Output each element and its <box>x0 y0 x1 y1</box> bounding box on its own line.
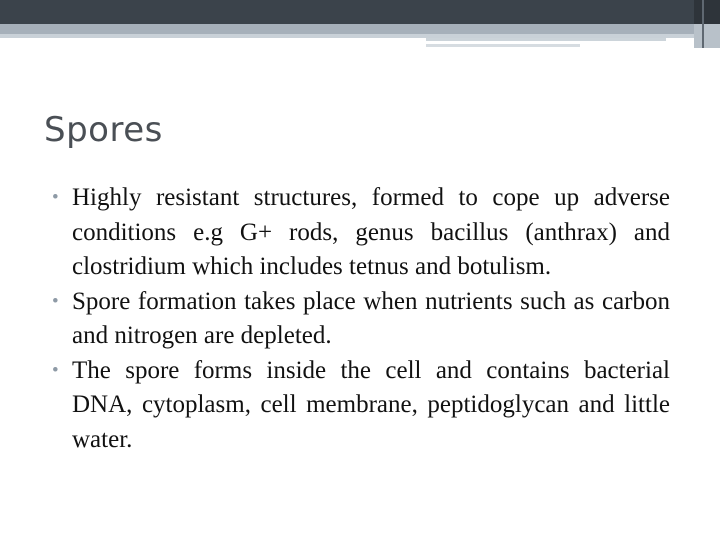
bullet-item-resistant-structures <box>52 181 670 285</box>
header-corner-block <box>694 0 720 24</box>
bullet-icon: • <box>52 187 59 208</box>
header-right-divider <box>702 0 704 48</box>
bullet-text: Spore formation takes place when nutrients such as carbon and nitrogen are depleted. <box>72 287 670 349</box>
header-right-strip <box>694 24 720 48</box>
bullet-icon: • <box>52 359 59 381</box>
header-accent-line <box>426 38 666 41</box>
bullet-item-spore-formation <box>52 285 670 354</box>
header-accent-bar <box>0 24 694 34</box>
header-band <box>0 0 720 24</box>
bullet-text: Highly resistant structures, formed to cope up adverse conditions e.g G+ rods, genus bacillus (anthrax) and clostridium which includes tetnus and botulism. <box>72 184 670 280</box>
slide-title: Spores <box>44 110 163 150</box>
header-accent-line-short <box>426 44 580 47</box>
bullet-item-spore-contents <box>52 354 670 458</box>
bullet-icon: • <box>52 290 59 312</box>
bullet-text: The spore forms inside the cell and contains bacterial DNA, cytoplasm, cell membrane, peptidoglycan and little water. <box>72 356 670 453</box>
bullet-list <box>52 181 670 457</box>
